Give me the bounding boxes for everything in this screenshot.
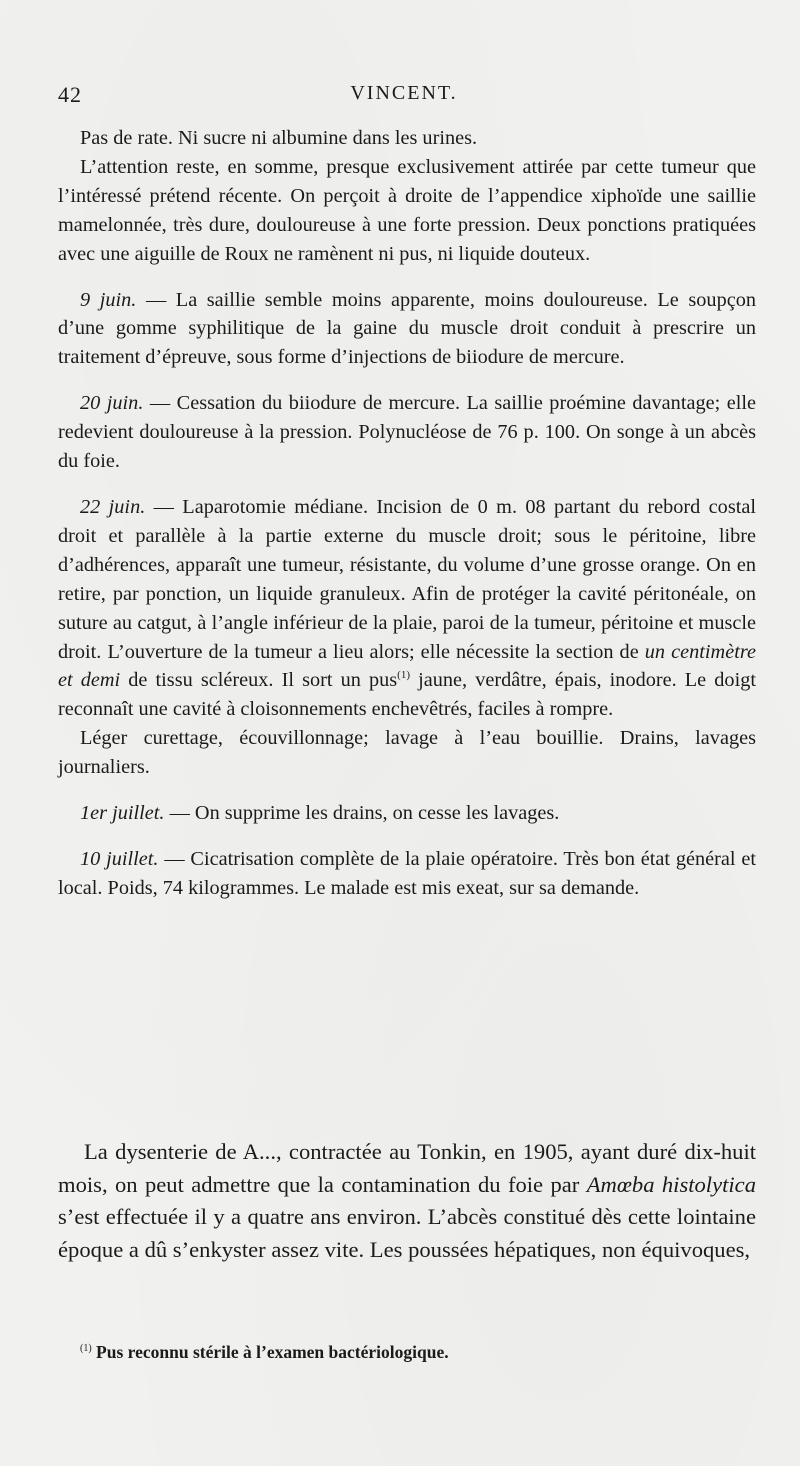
text-20-juin: — Cessation du biiodure de mercure. La saillie proémine davantage; elle redevient douloureuse à la pression. Polynucléose de 76 p. 100. On songe à un abcès du foie.	[58, 392, 756, 473]
paragraph-22-juin	[58, 493, 756, 724]
text-10-juillet: — Cicatrisation complète de la plaie opératoire. Très bon état général et local. Poids, 74 kilogrammes. Le malade est mis exeat, sur sa demande.	[58, 847, 756, 899]
date-20-juin: 20 juin.	[80, 392, 144, 415]
paragraph-rate: Pas de rate. Ni sucre ni albumine dans les urines.	[80, 127, 478, 149]
footnote-marker: (1)	[80, 1343, 92, 1355]
text-1-juillet: — On supprime les drains, on cesse les lavages.	[164, 802, 560, 825]
page-header	[58, 82, 750, 112]
footnote-reference: (1)	[397, 669, 410, 682]
paragraph-tumeur: L’attention reste, en somme, presque exclusivement attirée par cette tumeur que l’intéressé prétend récente. On perçoit à droite de l’appendice xiphoïde une saillie mamelonnée, très dure, douloureuse à une forte pression. Deux ponctions pratiquées avec une aiguille de Roux ne ramènent ni pus, ni liquide douteux.	[58, 155, 756, 265]
date-1-juillet: 1er juillet.	[80, 802, 165, 825]
date-9-juin: 9 juin.	[80, 288, 137, 311]
text-22-juin-a: — Laparotomie médiane. Incision de 0 m. 08 partant du rebord costal droit et parallèle à la partie externe du muscle droit; sous le péritoine, libre d’adhérences, apparaît une tumeur, résistante, du volume d’une grosse orange. On en retire, par ponction, un liquide granuleux. Afin de protéger la cavité péritonéale, on suture au catgut, à l’angle inférieur de la plaie, paroi de la tumeur, péritoine et muscle droit. L’ouverture de la tumeur a lieu alors; elle nécessite la section de	[58, 495, 756, 663]
text-dysenterie-b: s’est effectuée il y a quatre ans environ. L’abcès constitué dès cette lointaine époque a dû s’enkyster assez vite. Les poussées hépatiques, non équivoques,	[58, 1204, 756, 1262]
paragraph-9-juin	[58, 286, 756, 373]
date-22-juin: 22 juin.	[80, 495, 146, 518]
text-22-juin-c: jaune, verdâtre, épais, inodore. Le doigt reconnaît une cavité à cloisonnements enchevêtrés, faciles à rompre.	[58, 669, 756, 721]
text-22-juin-b: de tissu scléreux. Il sort un pus	[120, 669, 398, 692]
paragraph-1-juillet	[58, 799, 756, 828]
conclusion	[58, 1136, 756, 1266]
text-9-juin: — La saillie semble moins apparente, moins douloureuse. Le soupçon d’une gomme syphilitique de la gaine du muscle droit conduit à prescrire un traitement d’épreuve, sous forme d’injections de biiodure de mercure.	[58, 288, 756, 369]
footnote	[80, 1340, 740, 1364]
text-amoeba: Amœba histolytica	[586, 1171, 756, 1197]
paragraph-dysenterie	[58, 1136, 756, 1266]
clinical-notes	[58, 124, 756, 903]
paragraph-20-juin	[58, 389, 756, 476]
paragraph-10-juillet	[58, 845, 756, 903]
running-head: VINCENT.	[350, 82, 458, 104]
page-number: 42	[58, 82, 82, 107]
date-10-juillet: 10 juillet.	[80, 847, 159, 870]
text-22-juin-emphasis: un centimètre et demi	[58, 640, 756, 692]
paragraph-curettage: Léger curettage, écouvillonnage; lavage à l’eau bouillie. Drains, lavages journaliers.	[58, 727, 756, 779]
text-dysenterie-a: La dysenterie de A..., contractée au Tonkin, en 1905, ayant duré dix-huit mois, on peut admettre que la contamination du foie par	[58, 1139, 756, 1197]
footnote-text: Pus reconnu stérile à l’examen bactériologique.	[91, 1342, 449, 1362]
